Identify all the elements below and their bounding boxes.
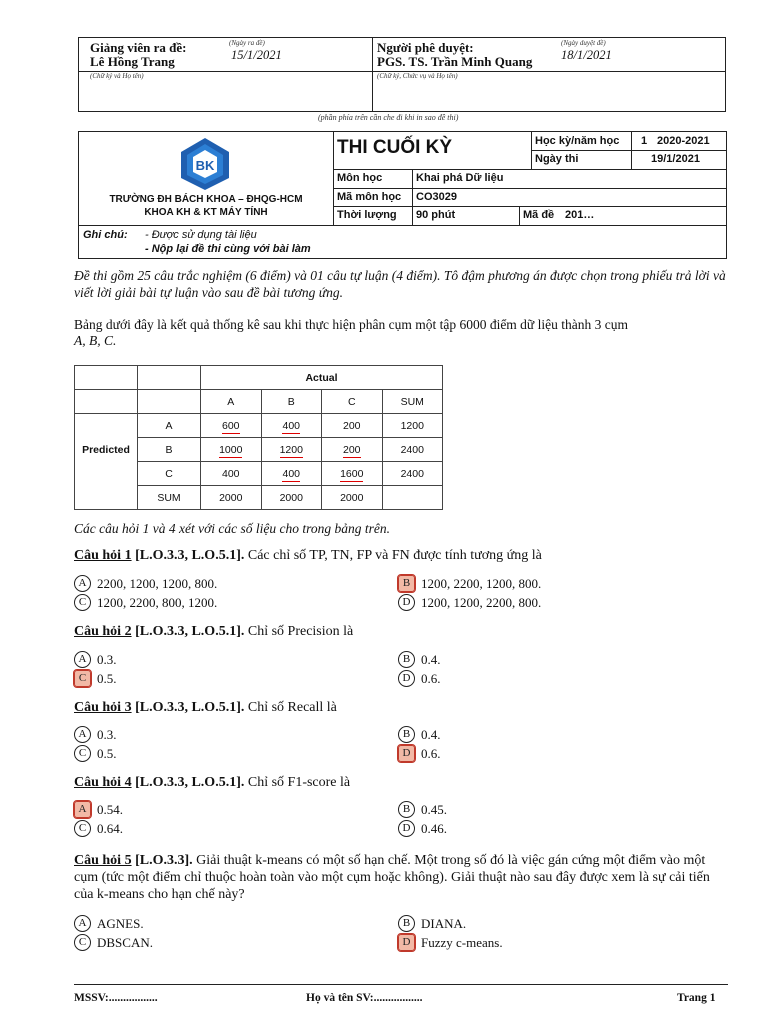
option-text: Fuzzy c-means.	[421, 934, 503, 950]
question-text: Chỉ số Recall là	[247, 700, 337, 715]
approver-label: Người phê duyệt:	[377, 40, 474, 55]
date-label: Ngày thi	[535, 153, 579, 165]
question-number: Câu hỏi 3	[74, 700, 132, 715]
student-name-field[interactable]: Họ và tên SV:.................	[306, 992, 423, 1004]
option-key: C	[74, 745, 91, 762]
question-5	[74, 852, 728, 903]
table-row	[75, 414, 443, 438]
intro-paragraph: Đề thi gồm 25 câu trắc nghiệm (6 điểm) và 01 câu tự luận (4 điểm). Tô đậm phương án được chọn trong phiếu trả lời và viết lời giải bài tự luận vào sau đề bài tương ứng.	[74, 268, 726, 300]
question-tag: [L.O.3.3, L.O.5.1].	[135, 700, 245, 715]
row-label: C	[138, 462, 201, 486]
print-note: (phần phía trên cần che đi khi in sao đề thi)	[318, 113, 459, 122]
option-key: A	[74, 651, 91, 668]
subject-value: Khai phá Dữ liệu	[416, 172, 504, 184]
option-key: C	[74, 820, 91, 837]
question-1	[74, 548, 734, 564]
exam-date: 19/1/2021	[651, 153, 700, 165]
table-cell: 1000	[219, 443, 243, 456]
option-text: 0.54.	[97, 801, 123, 817]
option-text: 0.45.	[421, 801, 447, 817]
table-cell: 1200	[279, 443, 303, 456]
question-text: Các chỉ số TP, TN, FP và FN được tính tương ứng là	[247, 548, 542, 563]
question-text: Chỉ số Precision là	[247, 624, 354, 639]
option-a[interactable]	[74, 651, 117, 668]
actual-header: Actual	[201, 366, 443, 390]
question-2	[74, 624, 353, 640]
option-key: D	[398, 670, 415, 687]
table-cell: 2000	[322, 486, 383, 510]
option-key: C	[74, 934, 91, 951]
col-header: C	[322, 390, 383, 414]
option-c[interactable]	[74, 934, 153, 951]
confusion-table	[74, 365, 443, 510]
option-text: 1200, 2200, 1200, 800.	[421, 575, 542, 591]
approver-sign-caption: (Chữ ký, Chức vụ và Họ tên)	[377, 72, 458, 80]
option-a[interactable]	[74, 726, 117, 743]
approver-date-caption: (Ngày duyệt đề)	[561, 39, 606, 47]
note-1: - Được sử dụng tài liệu	[145, 229, 257, 241]
lecturer-label: Giảng viên ra đề:	[90, 40, 187, 55]
table-row	[75, 486, 443, 510]
note-2: - Nộp lại đề thi cùng với bài làm	[145, 243, 311, 255]
table-header-row	[75, 366, 443, 390]
question-number: Câu hỏi 2	[74, 624, 132, 639]
table-cell: 200	[342, 443, 361, 456]
option-c[interactable]	[74, 594, 217, 611]
option-key: A	[74, 726, 91, 743]
question-text: Chỉ số F1-score là	[247, 775, 351, 790]
code-label: Mã môn học	[337, 191, 402, 203]
option-a[interactable]	[74, 915, 144, 932]
option-b[interactable]	[398, 801, 447, 818]
option-b[interactable]	[398, 915, 466, 932]
option-text: 0.5.	[97, 745, 117, 761]
option-key: C	[74, 670, 91, 687]
option-c[interactable]	[74, 670, 117, 687]
duration-label: Thời lượng	[337, 209, 397, 221]
option-key: D	[398, 745, 415, 762]
option-d[interactable]	[398, 820, 447, 837]
svg-text:BK: BK	[195, 158, 215, 173]
table-cell: 1600	[340, 467, 364, 480]
question-tag: [L.O.3.3].	[135, 853, 193, 868]
table-cell: 400	[201, 462, 262, 486]
option-text: 0.6.	[421, 745, 441, 761]
option-text: DBSCAN.	[97, 934, 153, 950]
duration-value: 90 phút	[416, 209, 456, 221]
option-text: 0.6.	[421, 670, 441, 686]
option-text: 0.4.	[421, 651, 441, 667]
option-text: 1200, 2200, 800, 1200.	[97, 594, 218, 610]
option-key: B	[398, 726, 415, 743]
table-note: Các câu hỏi 1 và 4 xét với các số liệu cho trong bảng trên.	[74, 521, 391, 536]
footer-divider	[74, 984, 728, 985]
option-text: 2200, 1200, 1200, 800.	[97, 575, 218, 591]
option-key: C	[74, 594, 91, 611]
lecturer-name: Lê Hồng Trang	[90, 54, 175, 69]
approval-box	[78, 37, 726, 112]
table-cell: 2000	[201, 486, 262, 510]
question-4	[74, 775, 350, 791]
question-tag: [L.O.3.3, L.O.5.1].	[135, 548, 245, 563]
question-tag: [L.O.3.3, L.O.5.1].	[135, 624, 245, 639]
table-cell: 2000	[261, 486, 322, 510]
table-cell: 400	[282, 467, 301, 480]
option-c[interactable]	[74, 820, 123, 837]
option-key: D	[398, 820, 415, 837]
option-d[interactable]	[398, 934, 503, 951]
col-header: SUM	[382, 390, 443, 414]
question-3	[74, 700, 337, 716]
question-text: Giải thuật k-means có một số hạn chế. Một trong số đó là việc gán cứng một điểm vào một cụm (tức một điểm chỉ thuộc hoàn toàn vào một cụm hoặc không). Giải thuật nào sau đây được xem là sự cải tiến của k-means cho hạn chế này?	[74, 853, 710, 902]
year-value: 2020-2021	[657, 135, 710, 147]
option-key: A	[74, 915, 91, 932]
row-label: B	[138, 438, 201, 462]
approver-name: PGS. TS. Trần Minh Quang	[377, 54, 533, 69]
row-label: A	[138, 414, 201, 438]
option-a[interactable]	[74, 801, 123, 818]
lecturer-sign-caption: (Chữ ký và Họ tên)	[90, 72, 144, 80]
table-cell	[382, 486, 443, 510]
option-text: 0.3.	[97, 651, 117, 667]
option-key: B	[398, 801, 415, 818]
option-key: B	[398, 915, 415, 932]
table-description: Bảng dưới đây là kết quả thống kê sau khi thực hiện phân cụm một tập 6000 điểm dữ liệu thành 3 cụm	[74, 317, 628, 332]
table-row	[75, 438, 443, 462]
option-b[interactable]	[398, 726, 441, 743]
faculty-name: KHOA KH & KT MÁY TÍNH	[144, 207, 268, 218]
row-label: SUM	[138, 486, 201, 510]
bk-logo	[177, 136, 233, 192]
semester-label: Học kỳ/năm học	[535, 135, 620, 147]
option-b[interactable]	[398, 651, 441, 668]
table-cell: 2400	[382, 438, 443, 462]
lecturer-date: 15/1/2021	[231, 48, 282, 62]
question-tag: [L.O.3.3, L.O.5.1].	[135, 775, 245, 790]
option-text: 0.5.	[97, 670, 117, 686]
col-header: B	[261, 390, 322, 414]
option-b[interactable]	[398, 575, 541, 592]
option-key: B	[398, 575, 415, 592]
option-text: 0.4.	[421, 726, 441, 742]
question-number: Câu hỏi 5	[74, 853, 132, 868]
option-key: B	[398, 651, 415, 668]
student-id-field[interactable]: MSSV:.................	[74, 992, 158, 1004]
table-cell: 2400	[382, 462, 443, 486]
table-cell: 400	[282, 419, 301, 432]
table-row	[75, 390, 443, 414]
table-description-clusters: A, B, C.	[74, 333, 117, 348]
option-text: DIANA.	[421, 915, 467, 931]
exam-code-value: 201…	[565, 209, 595, 221]
table-cell: 600	[221, 419, 240, 432]
option-c[interactable]	[74, 745, 117, 762]
option-text: 0.64.	[97, 820, 123, 836]
option-key: D	[398, 934, 415, 951]
option-key: A	[74, 575, 91, 592]
option-d[interactable]	[398, 670, 441, 687]
option-text: 0.3.	[97, 726, 117, 742]
option-key: A	[74, 801, 91, 818]
option-text: AGNES.	[97, 915, 144, 931]
lecturer-date-caption: (Ngày ra đề)	[229, 39, 265, 47]
exam-title: THI CUỐI KỲ	[337, 137, 453, 158]
question-number: Câu hỏi 4	[74, 775, 132, 790]
option-text: 0.46.	[421, 820, 447, 836]
predicted-header: Predicted	[75, 438, 138, 462]
subject-label: Môn học	[337, 172, 383, 184]
option-d[interactable]	[398, 745, 441, 762]
semester-value: 1	[641, 135, 648, 147]
option-a[interactable]	[74, 575, 217, 592]
question-number: Câu hỏi 1	[74, 548, 132, 563]
col-header: A	[201, 390, 262, 414]
table-cell: 1200	[382, 414, 443, 438]
code-value: CO3029	[416, 191, 457, 203]
option-key: D	[398, 594, 415, 611]
approver-date: 18/1/2021	[561, 48, 612, 62]
page-number: Trang 1	[677, 992, 716, 1004]
table-row	[75, 462, 443, 486]
exam-header	[78, 131, 727, 259]
school-name: TRƯỜNG ĐH BÁCH KHOA – ĐHQG-HCM	[109, 194, 303, 205]
option-text: 1200, 1200, 2200, 800.	[421, 594, 542, 610]
notes-label: Ghi chú:	[83, 229, 128, 241]
table-cell: 200	[322, 414, 383, 438]
option-d[interactable]	[398, 594, 541, 611]
exam-code-label: Mã đề	[523, 209, 555, 221]
